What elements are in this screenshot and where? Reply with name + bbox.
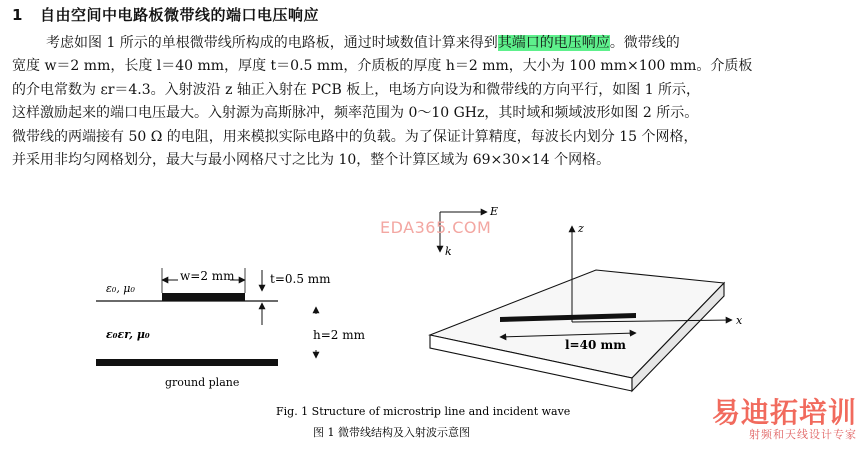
e-field-label: E	[490, 205, 499, 218]
section-number: 1	[12, 6, 23, 24]
figure-caption-en: Fig. 1 Structure of microstrip line and incident wave	[276, 405, 571, 418]
paragraph-line-4: 这样激励起来的端口电压最大。入射源为高斯脉冲，频率范围为 0～10 GHz，其时域和频域波形如图 2 所示。	[12, 105, 699, 122]
microstrip-conductor	[162, 293, 245, 301]
board-top-face	[430, 270, 724, 378]
section-title: 自由空间中电路板微带线的端口电压响应	[40, 6, 320, 24]
perspective-board-diagram	[430, 222, 743, 391]
substrate-medium-label: ε₀εr, μ₀	[106, 328, 150, 341]
brand-watermark	[712, 398, 857, 442]
highlighted-phrase: 其端口的电压响应	[497, 35, 610, 51]
z-axis-label: z	[578, 222, 584, 235]
body-paragraph	[12, 32, 857, 172]
x-axis-label: x	[736, 314, 743, 327]
site-watermark: EDA365.COM	[380, 218, 492, 237]
length-label: l=40 mm	[565, 338, 626, 352]
brand-name: 易迪拓培训	[711, 396, 857, 429]
paragraph-line-2: 宽度 w＝2 mm，长度 l＝40 mm，厚度 t＝0.5 mm，介质板的厚度 h＝2 mm，大小为 100 mm×100 mm。介质板	[12, 58, 753, 75]
paragraph-text: 考虑如图 1 所示的单根微带线所构成的电路板，通过时域数值计算来得到	[46, 35, 498, 51]
paragraph-line-1	[12, 32, 857, 55]
figure-caption-cn: 图 1 微带线结构及入射波示意图	[313, 426, 470, 439]
width-label: w=2 mm	[180, 269, 235, 283]
ground-plane-label: ground plane	[165, 376, 240, 389]
thickness-label: t=0.5 mm	[270, 272, 331, 286]
cross-section-diagram	[96, 268, 366, 389]
brand-tagline: 射频和天线设计专家	[749, 428, 857, 441]
paragraph-line-6: 并采用非均匀网格划分，最大与最小网格尺寸之比为 10，整个计算区域为 69×30×14 个网格。	[12, 151, 611, 168]
paragraph-line-3: 的介电常数为 εr＝4.3。入射波沿 z 轴正入射在 PCB 板上，电场方向设为和微带线的方向平行，如图 1 所示，	[12, 81, 701, 98]
ground-plane	[96, 359, 278, 366]
upper-medium-label: ε₀, μ₀	[106, 282, 135, 295]
paragraph-text: 。微带线的	[609, 35, 680, 51]
height-label: h=2 mm	[313, 328, 365, 342]
paragraph-line-5: 微带线的两端接有 50 Ω 的电阻，用来模拟实际电路中的负载。为了保证计算精度，每波长内划分 15 个网格，	[12, 128, 698, 145]
section-heading	[12, 4, 319, 25]
k-vector-label: k	[445, 245, 452, 258]
